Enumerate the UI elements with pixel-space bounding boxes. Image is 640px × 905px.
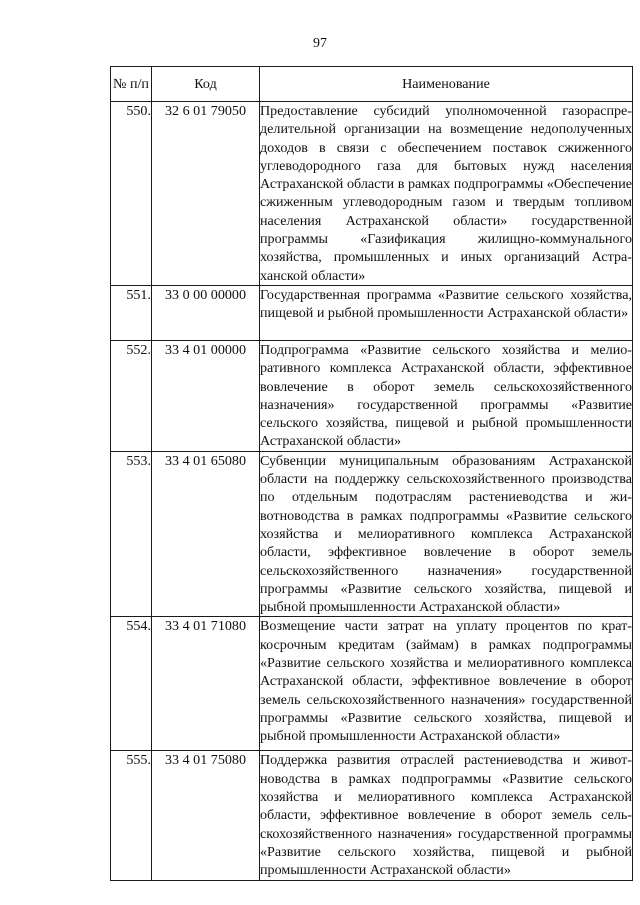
row-number: 554. [111,617,152,751]
row-name: Поддержка развития отраслей растениеводства и животноводства в рамках подпрограммы «Развитие сельского хозяйства и мелиоративного комплекса Астраханской области, эффективное вовлечение в оборот земель сельскохозяйственного назначения» государственной программы «Развитие сельского хозяйства, пищевой и рыбной промышленности Астраханской области» [260,752,632,879]
table-row [111,617,633,751]
header-name: Наименование [260,67,633,102]
table-row [111,102,633,286]
header-code: Код [152,67,260,102]
row-code: 33 4 01 71080 [152,617,260,751]
row-number: 552. [111,340,152,451]
table-row [111,451,633,617]
row-number: 553. [111,451,152,617]
table-row [111,751,633,880]
row-name: Предоставление субсидий уполномоченной газораспределительной организации на возмещение недополученных доходов в связи с обеспечением поставок сжиженного углеводородного газа для бытовых нужд населения Астраханской области в рамках подпрограммы «Обеспечение сжиженным углеводородным газом и твердым топливом населения Астраханской области» государственной программы «Газификация жилищно-коммунального хозяйства, промышленных и иных организаций Астраханской области» [260,103,632,284]
row-name: Возмещение части затрат на уплату процентов по краткосрочным кредитам (займам) в рамках подпрограммы «Развитие сельского хозяйства и мелиоративного комплекса Астраханской области, эффективное вовлечение в оборот земель сельскохозяйственного назначения» государственной программы «Развитие сельского хозяйства, пищевой и рыбной промышленности Астраханской области» [260,617,633,751]
header-num: № п/п [111,67,152,102]
table-row [111,340,633,451]
row-code: 33 4 01 00000 [152,340,260,451]
row-code: 32 6 01 79050 [152,102,260,286]
row-number: 555. [111,751,152,880]
budget-classification-table [110,66,633,881]
page-number: 97 [313,36,327,51]
row-number: 551. [111,285,152,340]
table-row [111,285,633,340]
table-header-row [111,67,633,102]
row-name: Подпрограмма «Развитие сельского хозяйства и мелиоративного комплекса Астраханской области, эффективное вовлечение в оборот земель сельскохозяйственного назначения» государственной программы «Развитие сельского хозяйства, пищевой и рыбной промышленности Астраханской области» [260,341,632,450]
row-code: 33 4 01 65080 [152,451,260,617]
row-name: Государственная программа «Развитие сельского хозяйства, пищевой и рыбной промышленности Астраханской области» [260,285,633,340]
row-name: Субвенции муниципальным образованиям Астраханской области на поддержку сельскохозяйственного производства по отдельным подотраслям растениеводства и животноводства в рамках подпрограммы «Развитие сельского хозяйства и мелиоративного комплекса Астраханской области, эффективное вовлечение в оборот земель сельскохозяйственного назначения» государственной программы «Развитие сельского хозяйства, пищевой и рыбной промышленности Астраханской области» [260,452,632,616]
row-code: 33 0 00 00000 [152,285,260,340]
row-code: 33 4 01 75080 [152,751,260,880]
row-number: 550. [111,102,152,286]
